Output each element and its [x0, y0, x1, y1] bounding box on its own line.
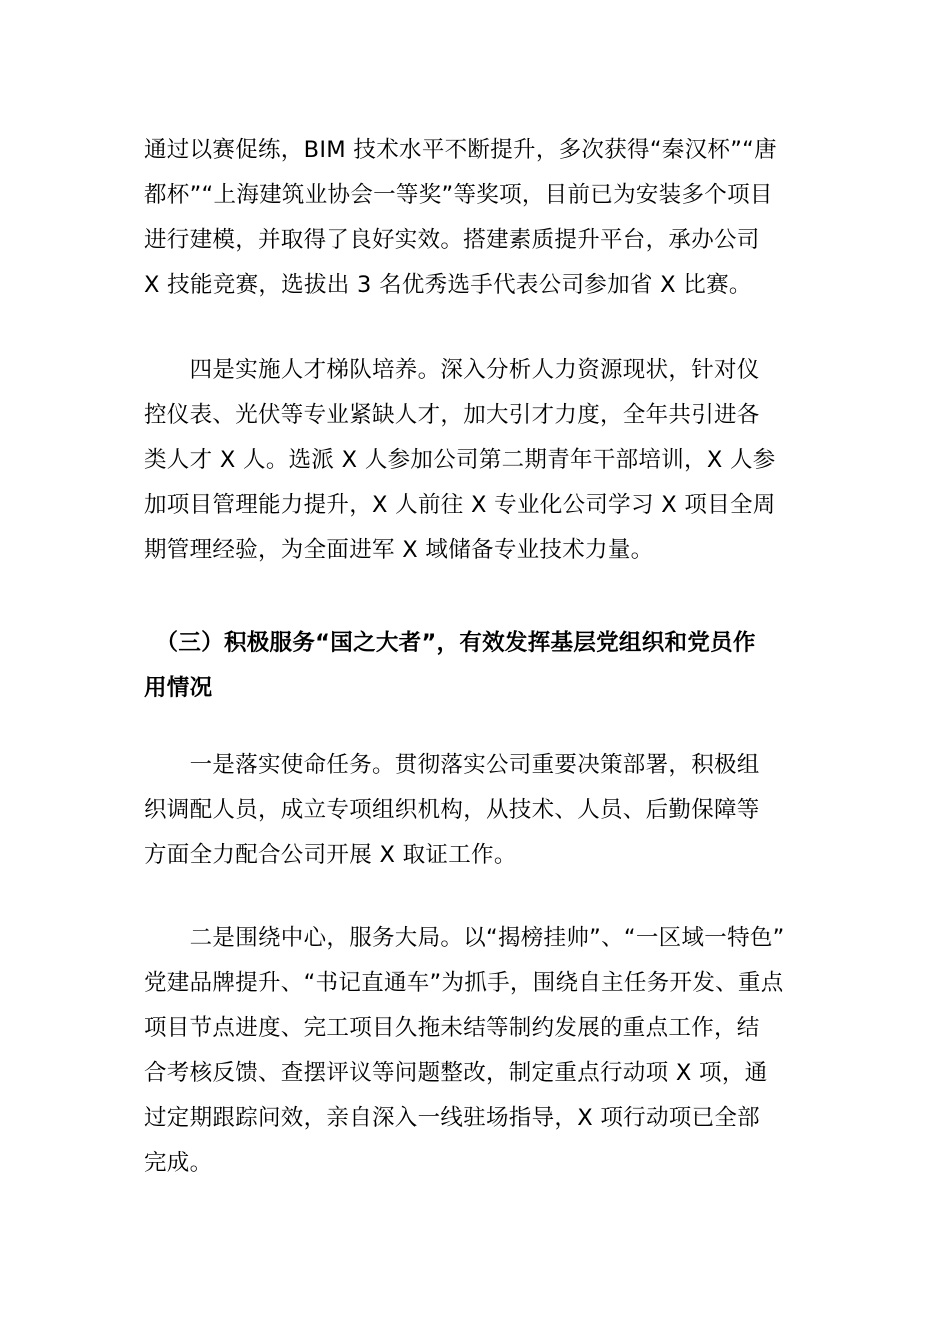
- text-line: X 技能竞赛，选拔出 3 名优秀选手代表公司参加省 X 比赛。: [144, 272, 752, 298]
- text-line: 完成。: [144, 1150, 213, 1176]
- text-line: 方面全力配合公司开展 X 取证工作。: [144, 842, 517, 868]
- text-line: 过定期跟踪问效，亲自深入一线驻场指导，X 项行动项已全部: [144, 1105, 760, 1131]
- text-line: 党建品牌提升、“书记直通车”为抓手，围绕自主任务开发、重点: [144, 970, 784, 996]
- section-heading-three: [144, 621, 814, 711]
- text-line: 织调配人员，成立专项组织机构，从技术、人员、后勤保障等: [144, 797, 760, 823]
- text-line: 期管理经验，为全面进军 X 域储备专业技术力量。: [144, 537, 654, 563]
- text-line: 项目节点进度、完工项目久拖未结等制约发展的重点工作，结: [144, 1015, 760, 1041]
- text-line: 进行建模，并取得了良好实效。搭建素质提升平台，承办公司: [144, 227, 760, 253]
- text-line: 加项目管理能力提升，X 人前往 X 专业化公司学习 X 项目全周: [144, 492, 776, 518]
- paragraph-mission-tasks: [144, 743, 814, 878]
- paragraph-talent-cultivation: [144, 348, 814, 573]
- text-line: 二是围绕中心，服务大局。以“揭榜挂帅”、“一区域一特色”: [144, 925, 785, 951]
- text-line: 通过以赛促练，BIM 技术水平不断提升，多次获得“秦汉杯”“唐: [144, 137, 777, 163]
- text-line: 控仪表、光伏等专业紧缺人才，加大引才力度，全年共引进各: [144, 402, 760, 428]
- heading-line: （三）积极服务“国之大者”，有效发挥基层党组织和党员作: [144, 630, 756, 656]
- text-line: 都杯”“上海建筑业协会一等奖”等奖项，目前已为安装多个项目: [144, 182, 773, 208]
- heading-line: 用情况: [144, 675, 213, 701]
- paragraph-bim-training: [144, 128, 814, 308]
- text-line: 类人才 X 人。选派 X 人参加公司第二期青年干部培训，X 人参: [144, 447, 776, 473]
- text-line: 合考核反馈、查摆评议等问题整改，制定重点行动项 X 项，通: [144, 1060, 768, 1086]
- paragraph-serve-overall: [144, 916, 814, 1186]
- text-line: 一是落实使命任务。贯彻落实公司重要决策部署，积极组: [144, 752, 760, 778]
- text-line: 四是实施人才梯队培养。深入分析人力资源现状，针对仪: [144, 357, 760, 383]
